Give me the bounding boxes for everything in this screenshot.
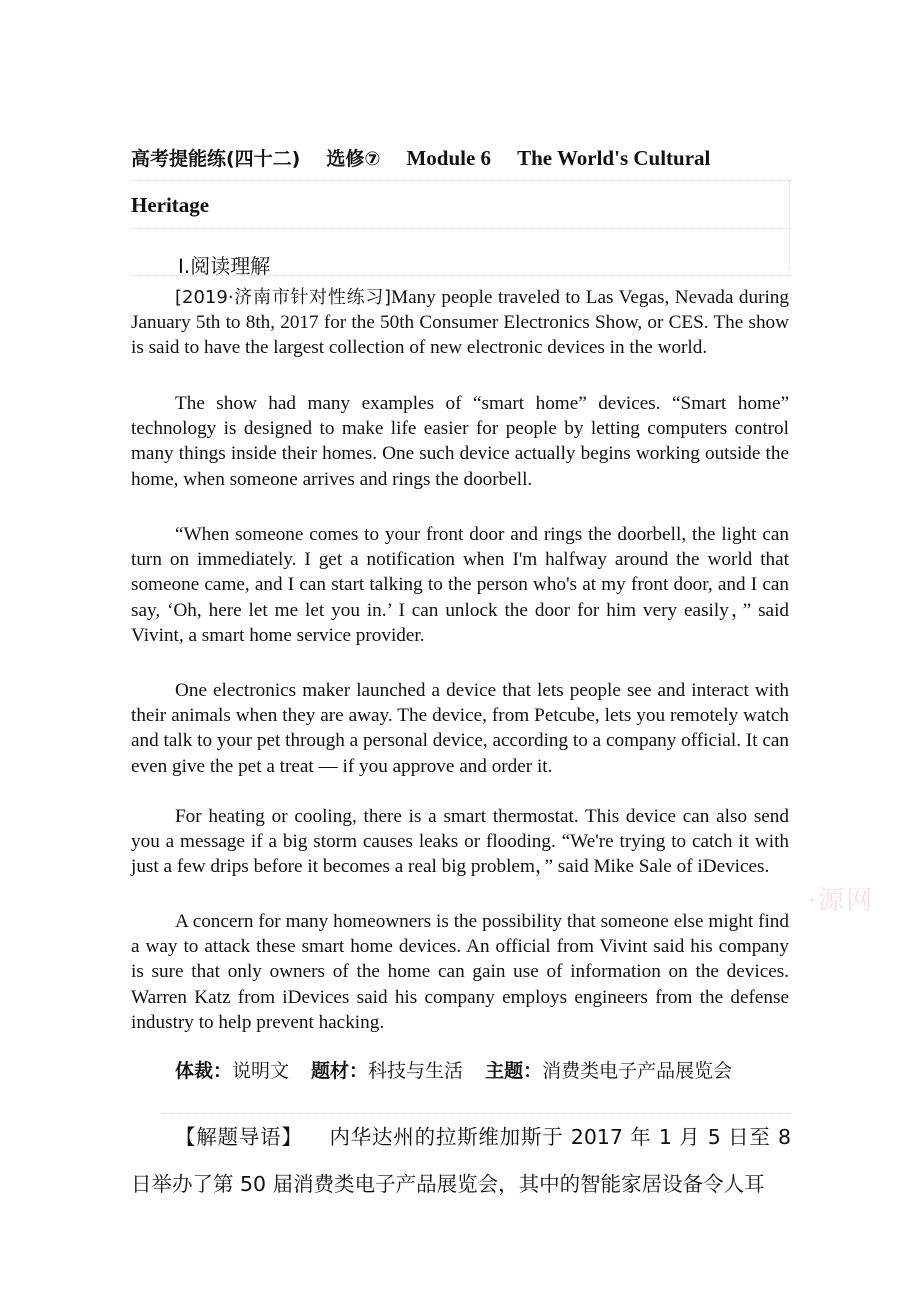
paragraph-2: The show had many examples of “smart home” devices. “Smart home” technology is designed to make life easier for people by letting computers control many things inside their homes. One such device actually begins working outside the home, when someone arrives and rings the doorbell.: [131, 393, 789, 490]
section-label: .阅读理解: [183, 254, 271, 278]
genre-label: 体裁：: [175, 1060, 233, 1082]
paragraph-6: A concern for many homeowners is the possibility that someone else might find a way to attack these smart home devices. An official from Vivint said his company is sure that only owners of the home can gain use of information on the devices. Warren Katz from iDevices said his company employs engineers from the defense industry to help prevent hacking.: [131, 911, 789, 1033]
solution-guide: [131, 1114, 791, 1208]
module-label: Module 6: [406, 146, 492, 170]
paragraph-3: “When someone comes to your front door and rings the doorbell, the light can turn on immediately. I get a notification when I'm halfway around the world that someone came, and I can start talking to the person who's at my front door, and I can say, ‘Oh, here let me let you in.’ I can unlock the door for him very easily，” said Vivint, a smart home service provider.: [131, 524, 789, 646]
guide-text: 内华达州的拉斯维加斯于 2017 年 1 月 5 日至 8 日举办了第 50 届消费类电子产品展览会，其中的智能家居设备令人耳: [131, 1125, 791, 1196]
guide-label: 【解题导语】: [175, 1125, 303, 1149]
subject-label: 题材：: [311, 1060, 369, 1082]
genre-value: 说明文: [232, 1060, 290, 1082]
paragraph-text: Many people traveled to Las Vegas, Nevada during January 5th to 8th, 2017 for the 50th Consumer Electronics Show, or CES. The show is said to have the largest collection of new electronic devices in the world.: [131, 287, 789, 359]
document-title-line-1: [131, 146, 791, 171]
exercise-title: 高考提能练(四十二): [131, 148, 301, 170]
theme-label: 主题：: [485, 1060, 543, 1082]
section-numeral: Ⅰ: [178, 256, 184, 278]
source-tag: [2019·济南市针对性练习]: [175, 287, 392, 308]
document-title-line-2: Heritage: [131, 193, 210, 217]
theme-value: 消费类电子产品展览会: [542, 1060, 733, 1082]
subject-value: 科技与生活: [368, 1060, 464, 1082]
elective-label: 选修⑦: [326, 148, 381, 170]
paragraph-4: One electronics maker launched a device that lets people see and interact with their animals when they are away. The device, from Petcube, lets you remotely watch and talk to your pet through a personal device, according to a company official. It can even give the pet a treat — if you approve and order it.: [131, 680, 789, 777]
module-topic: The World's Cultural: [517, 146, 711, 170]
watermark: ·源网: [808, 886, 875, 916]
paragraph-1: [131, 285, 789, 361]
article-meta: [131, 1057, 789, 1085]
divider: [131, 180, 791, 181]
paragraph-5: For heating or cooling, there is a smart thermostat. This device can also send you a message if a big storm causes leaks or flooding. “We're trying to catch it with just a few drips before it becomes a real big problem，” said Mike Sale of iDevices.: [131, 806, 789, 878]
divider: [131, 275, 791, 276]
divider: [131, 228, 791, 229]
